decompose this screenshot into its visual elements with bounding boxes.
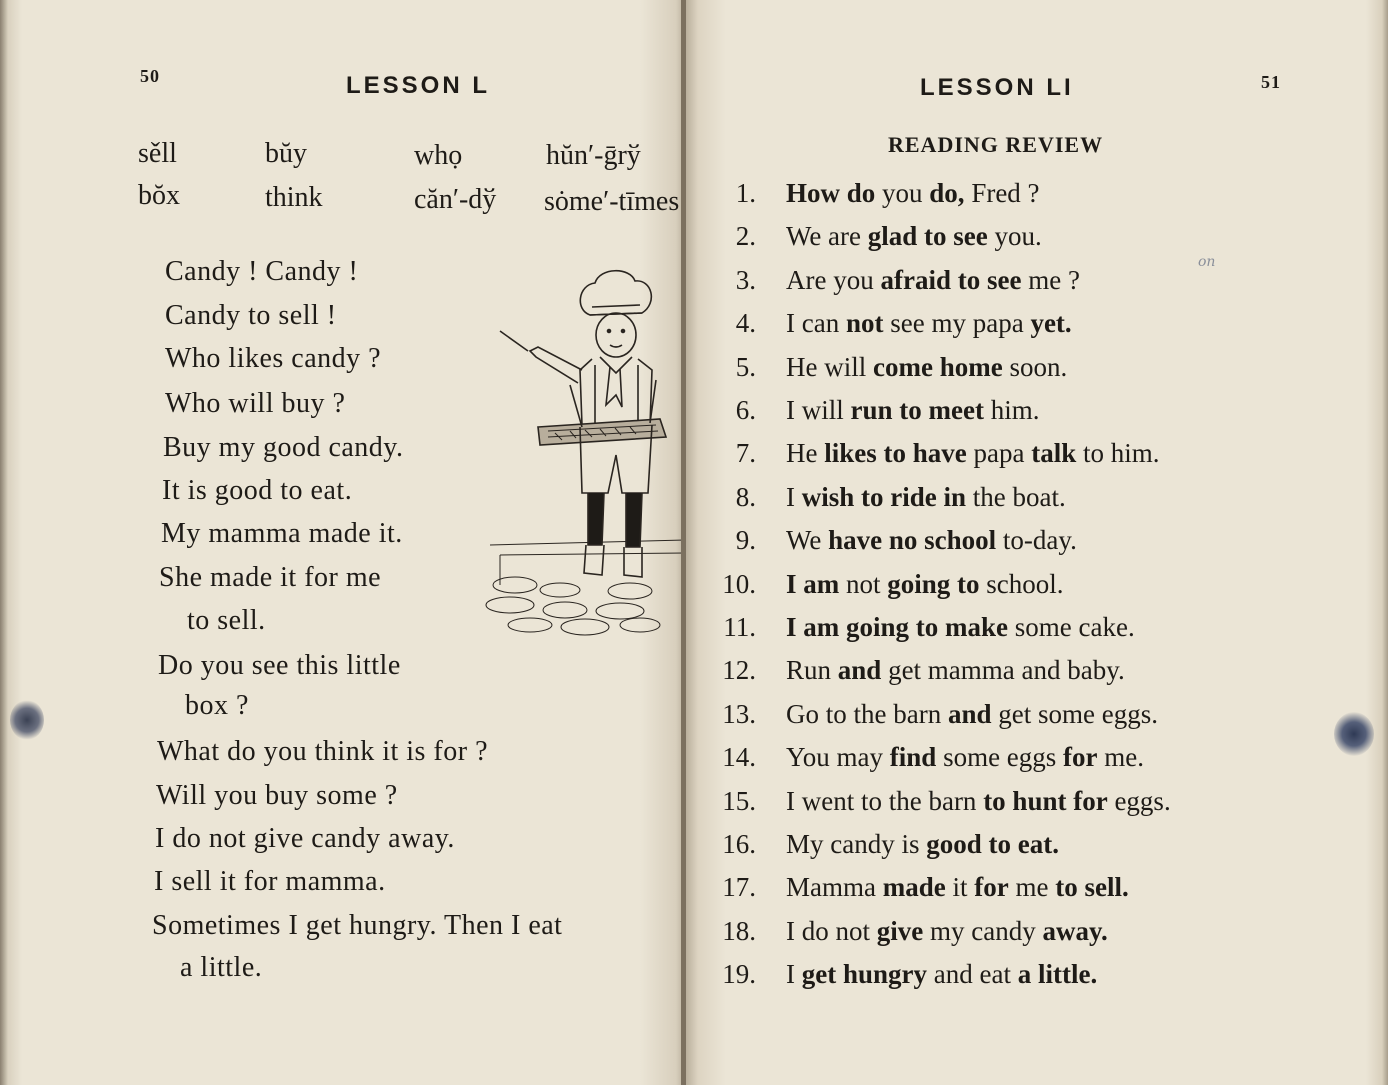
pencil-margin-note: on: [1198, 254, 1216, 270]
poem-line: a little.: [180, 952, 263, 983]
sentence-number: 18.: [722, 916, 756, 946]
poem-line: Do you see this little: [158, 650, 401, 681]
plain-phrase: I went to the barn: [786, 786, 984, 816]
plain-phrase: me: [1008, 872, 1056, 902]
plain-phrase: see my papa: [883, 308, 1031, 338]
poem-line: to sell.: [187, 605, 266, 636]
review-sentence: [786, 786, 1171, 817]
poem-line: I do not give candy away.: [155, 823, 455, 854]
bold-phrase: likes to have: [824, 438, 967, 468]
bold-phrase: glad to see: [867, 221, 988, 251]
review-sentence: [786, 525, 1077, 556]
review-sentence: [786, 959, 1097, 990]
poem-line: Who likes candy ?: [165, 343, 382, 374]
plain-phrase: you.: [987, 221, 1042, 251]
plain-phrase: get some eggs.: [991, 699, 1158, 729]
bold-phrase: for: [974, 872, 1009, 902]
plain-phrase: to-day.: [996, 525, 1077, 555]
vocab-word: hŭn′-ḡrў: [546, 140, 641, 171]
bold-phrase: give: [876, 916, 924, 946]
review-sentence: [786, 482, 1066, 513]
plain-phrase: me.: [1097, 742, 1145, 772]
right-page: [686, 0, 1388, 1085]
vocab-word: sěll: [138, 138, 177, 169]
sentence-number: 1.: [735, 178, 756, 208]
review-sentence: [786, 612, 1135, 643]
plain-phrase: I will: [786, 395, 851, 425]
vocab-word: bŭy: [265, 138, 307, 169]
review-sentence: [786, 221, 1042, 252]
sentence-number: 16.: [722, 829, 756, 859]
ink-smudge: [10, 700, 44, 740]
plain-phrase: him.: [983, 395, 1040, 425]
bold-phrase: made: [882, 872, 946, 902]
sentence-number: 4.: [735, 308, 756, 338]
bold-phrase: for: [1063, 742, 1098, 772]
plain-phrase: We: [786, 525, 829, 555]
bold-phrase: wish to ride in: [801, 482, 967, 512]
plain-phrase: you: [875, 178, 930, 208]
left-page: [0, 0, 686, 1085]
sentence-number: 2.: [735, 221, 756, 251]
plain-phrase: My candy is: [786, 829, 927, 859]
sentence-number: 3.: [735, 265, 756, 295]
sentence-number: 10.: [722, 569, 756, 599]
review-sentence: [786, 742, 1144, 773]
plain-phrase: eggs.: [1107, 786, 1171, 816]
bold-phrase: afraid to see: [880, 265, 1022, 295]
bold-phrase: good to eat.: [926, 829, 1059, 859]
candy-seller-illustration: [470, 255, 685, 675]
bold-phrase: going to: [887, 569, 980, 599]
bold-phrase: come home: [873, 352, 1003, 382]
bold-phrase: get hungry: [801, 959, 928, 989]
review-sentence: [786, 829, 1059, 860]
bold-phrase: have no school: [828, 525, 997, 555]
plain-phrase: my candy: [923, 916, 1043, 946]
poem-line: I sell it for mamma.: [154, 866, 386, 897]
plain-phrase: not: [839, 569, 888, 599]
lesson-title-right: LESSON LI: [920, 74, 1074, 101]
face: [596, 313, 636, 357]
poem-line: box ?: [185, 690, 249, 721]
bold-phrase: yet.: [1030, 308, 1072, 338]
bold-phrase: not: [845, 308, 884, 338]
poem-line: Sometimes I get hungry. Then I eat: [152, 910, 563, 941]
plain-phrase: papa: [966, 438, 1032, 468]
sentence-number: 5.: [735, 352, 756, 382]
bold-phrase: run to meet: [850, 395, 984, 425]
bold-phrase: and: [837, 655, 882, 685]
poem-line: Candy ! Candy !: [165, 256, 359, 287]
vocab-word: sȯme′-tīmes: [544, 186, 680, 217]
plain-phrase: soon.: [1002, 352, 1068, 382]
sentence-number: 9.: [735, 525, 756, 555]
sentence-number: 8.: [735, 482, 756, 512]
bold-phrase: I am going to make: [786, 612, 1008, 642]
review-sentence: [786, 395, 1039, 426]
lesson-title-left: LESSON L: [346, 72, 491, 99]
plain-phrase: I can: [786, 308, 846, 338]
bold-phrase: do,: [929, 178, 965, 208]
sentence-number: 6.: [735, 395, 756, 425]
bold-phrase: and: [947, 699, 992, 729]
poem-line: What do you think it is for ?: [157, 736, 489, 767]
vocab-word: think: [265, 182, 323, 213]
plain-phrase: school.: [979, 569, 1064, 599]
bold-phrase: How do: [786, 178, 876, 208]
review-sentence: [786, 699, 1158, 730]
plain-phrase: and eat: [927, 959, 1018, 989]
plain-phrase: Run: [786, 655, 838, 685]
page-number-left: 50: [140, 66, 160, 86]
plain-phrase: some cake.: [1008, 612, 1135, 642]
bold-phrase: to hunt for: [983, 786, 1108, 816]
poem-line: Candy to sell !: [165, 300, 337, 331]
review-sentence: [786, 569, 1064, 600]
plain-phrase: Fred ?: [964, 178, 1040, 208]
plain-phrase: the boat.: [966, 482, 1066, 512]
vocab-word: whọ: [414, 140, 463, 171]
plain-phrase: it: [945, 872, 975, 902]
plain-phrase: get mamma and baby.: [881, 655, 1125, 685]
sentence-number: 13.: [722, 699, 756, 729]
sentence-number: 15.: [722, 786, 756, 816]
sentence-number: 7.: [735, 438, 756, 468]
review-sentence: [786, 352, 1067, 383]
poem-line: Buy my good candy.: [163, 432, 404, 463]
plain-phrase: to him.: [1076, 438, 1160, 468]
bold-phrase: I am: [786, 569, 840, 599]
plain-phrase: I: [786, 482, 802, 512]
sentence-number: 17.: [722, 872, 756, 902]
review-sentence: [786, 438, 1160, 469]
plain-phrase: Go to the barn: [786, 699, 948, 729]
plain-phrase: He: [786, 438, 825, 468]
review-sentence: [786, 655, 1125, 686]
plain-phrase: Mamma: [786, 872, 883, 902]
review-sentence: [786, 308, 1072, 339]
jacket: [580, 359, 652, 425]
plain-phrase: I: [786, 959, 802, 989]
plain-phrase: some eggs: [936, 742, 1064, 772]
plain-phrase: He will: [786, 352, 873, 382]
review-sentence: [786, 265, 1080, 296]
page-number-right: 51: [1261, 72, 1281, 92]
poem-line: She made it for me: [159, 562, 382, 593]
plain-phrase: You may: [786, 742, 890, 772]
poem-line: It is good to eat.: [162, 475, 353, 506]
bold-phrase: a little.: [1017, 959, 1098, 989]
vocab-word: bŏx: [138, 180, 180, 211]
plain-phrase: I do not: [786, 916, 877, 946]
plain-phrase: me ?: [1021, 265, 1080, 295]
poem-line: My mamma made it.: [161, 518, 403, 549]
plain-phrase: We are: [786, 221, 868, 251]
section-subtitle: READING REVIEW: [888, 132, 1104, 157]
vocab-word: căn′-dў: [414, 184, 497, 215]
review-sentence: [786, 872, 1129, 903]
bold-phrase: to sell.: [1055, 872, 1129, 902]
poem-line: Who will buy ?: [165, 388, 346, 419]
sentence-number: 11.: [723, 612, 756, 642]
chef-hat: [580, 271, 651, 315]
plain-phrase: Are you: [786, 265, 881, 295]
sentence-number: 14.: [722, 742, 756, 772]
ink-smudge: [1334, 712, 1374, 756]
review-sentence: [786, 916, 1108, 947]
poem-line: Will you buy some ?: [156, 780, 398, 811]
bold-phrase: find: [889, 742, 937, 772]
sentence-number: 19.: [722, 959, 756, 989]
sentence-number: 12.: [722, 655, 756, 685]
bold-phrase: talk: [1031, 438, 1077, 468]
review-sentence: [786, 178, 1040, 209]
bold-phrase: away.: [1042, 916, 1108, 946]
